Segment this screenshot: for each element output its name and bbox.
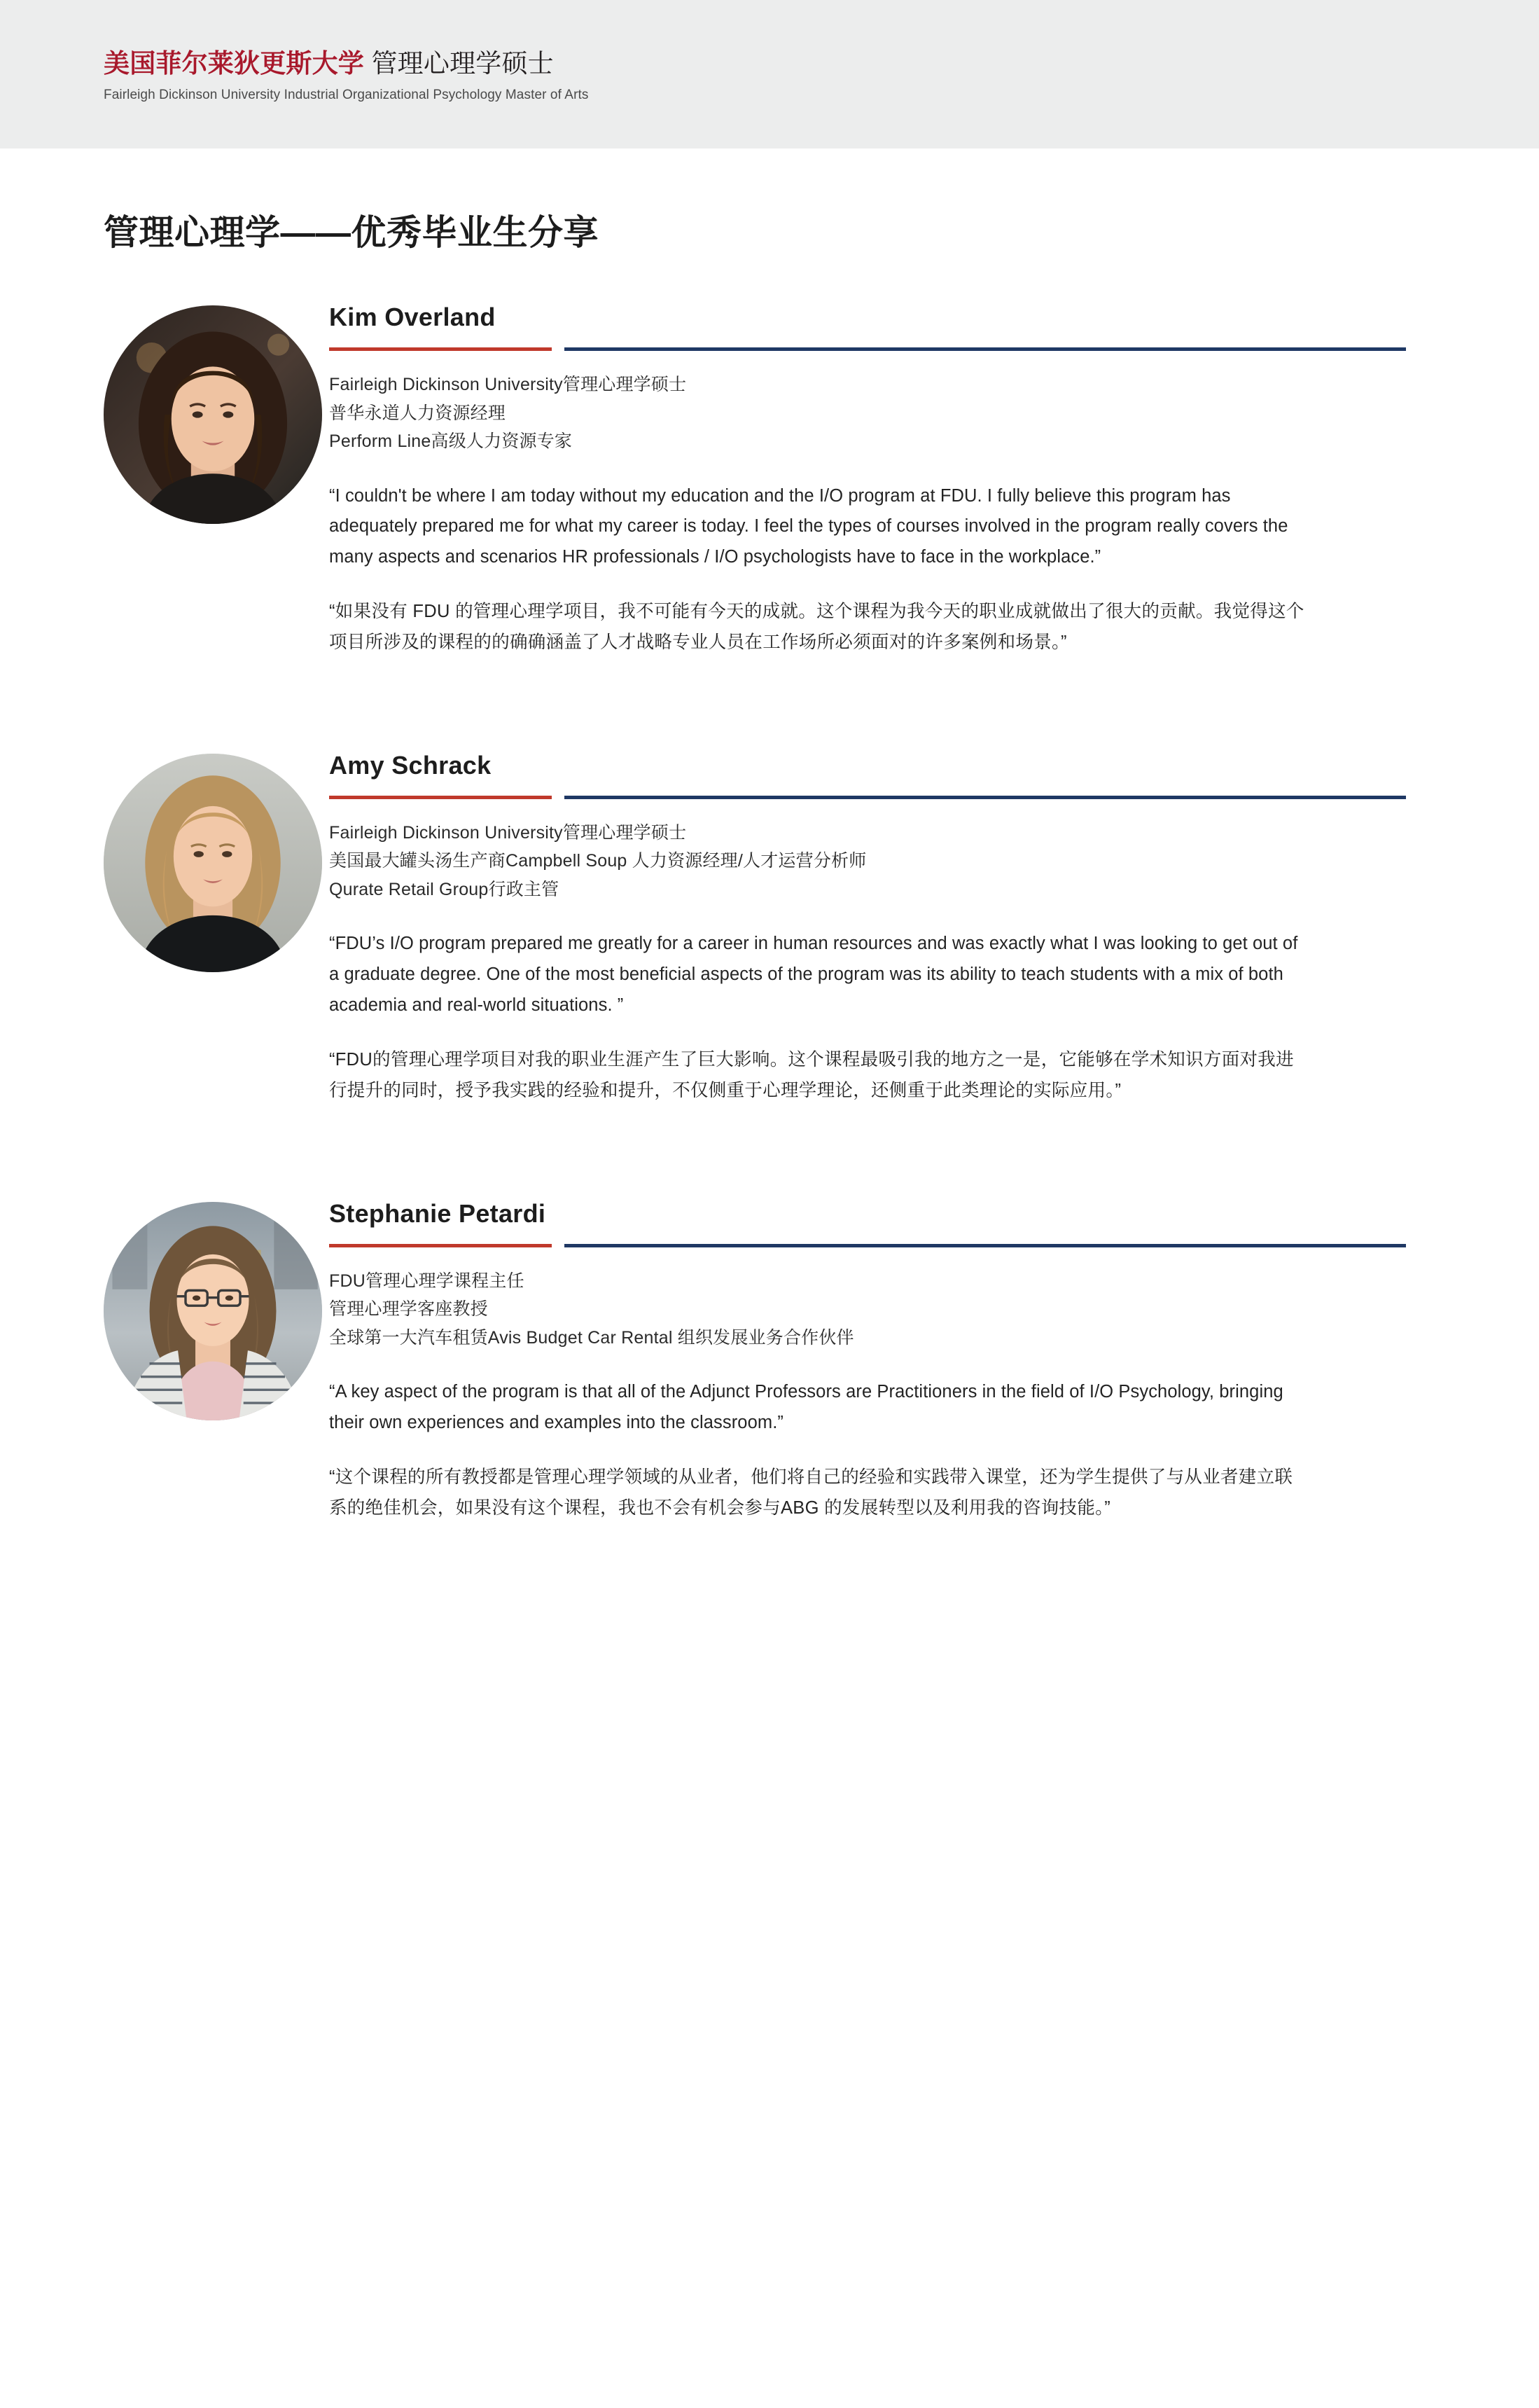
divider-red-segment (329, 796, 552, 799)
brand-title-program: 管理心理学硕士 (371, 49, 554, 78)
credential-item: 全球第一大汽车租赁Avis Budget Car Rental 组织发展业务合作伙伴 (329, 1327, 854, 1348)
credential-item: FDU管理心理学课程主任 (329, 1271, 524, 1291)
quote-chinese: “FDU的管理心理学项目对我的职业生涯产生了巨大影响。这个课程最吸引我的地方之一是，它能够在学术知识方面对我进行提升的同时，授予我实践的经验和提升，不仅侧重于心理学理论，还侧重于此类理论的实际应用。” (329, 1049, 1294, 1100)
quote-english: “FDU’s I/O program prepared me greatly for a career in human resources and was exactly what I was looking to get out of a graduate degree. One of the most beneficial aspects of the program was its ability to teach students with a mix of both academia and real-world situations. ” (329, 934, 1298, 1016)
avatar-column (104, 747, 329, 972)
person-name: Stephanie Petardi (329, 1198, 546, 1228)
divider-gap (552, 347, 564, 351)
quote-chinese: “这个课程的所有教授都是管理心理学领域的从业者，他们将自己的经验和实践带入课堂，还为学生提供了与从业者建立联系的绝佳机会，如果没有这个课程，我也不会有机会参与ABG 的发展转型以及利用我的咨询技能。” (329, 1467, 1293, 1518)
profiles-list (0, 298, 1539, 1548)
quote-english: “I couldn't be where I am today without my education and the I/O program at FDU. I fully believe this program has adequately prepared me for what my career is today. I feel the types of courses involved in the program really covers the many aspects and scenarios HR professionals / I/O psychologists have to face in the workplace.” (329, 485, 1288, 567)
profile-card (0, 747, 1539, 1130)
quote-chinese: “如果没有 FDU 的管理心理学项目，我不可能有今天的成就。这个课程为我今天的职业成就做出了很大的贡献。我觉得这个项目所涉及的课程的的确确涵盖了人才战略专业人员在工作场所必须面对的许多案例和场景。” (329, 602, 1304, 652)
divider-navy-segment (564, 347, 1406, 351)
divider-rule (329, 796, 1406, 799)
brand-title-university: 美国菲尔莱狄更斯大学 (104, 49, 364, 78)
person-name: Amy Schrack (329, 750, 492, 780)
divider-red-segment (329, 1244, 552, 1247)
divider-gap (552, 1244, 564, 1247)
avatar-column (104, 1195, 329, 1420)
profile-body (329, 747, 1406, 1130)
credential-item: Qurate Retail Group行政主管 (329, 879, 559, 899)
divider-navy-segment (564, 1244, 1406, 1247)
credential-item: 美国最大罐头汤生产商Campbell Soup 人力资源经理/人才运营分析师 (329, 851, 867, 871)
avatar-column (104, 298, 329, 524)
credentials-list (329, 371, 1406, 456)
profile-body (329, 1195, 1406, 1548)
credential-item: 普华永道人力资源经理 (329, 403, 506, 423)
credentials-list (329, 819, 1406, 904)
divider-gap (552, 796, 564, 799)
credential-item: Fairleigh Dickinson University管理心理学硕士 (329, 375, 687, 394)
profile-card (0, 298, 1539, 682)
credential-item: Perform Line高级人力资源专家 (329, 431, 573, 451)
page-bottom-whitespace (0, 1612, 1539, 1878)
divider-red-segment (329, 347, 552, 351)
credential-item: 管理心理学客座教授 (329, 1299, 488, 1320)
credential-item: Fairleigh Dickinson University管理心理学硕士 (329, 822, 687, 843)
divider-rule (329, 347, 1406, 351)
quote-english: “A key aspect of the program is that all of the Adjunct Professors are Practitioners in the field of I/O Psychology, bringing their own experiences and examples into the classroom.” (329, 1382, 1283, 1432)
avatar-kim-overland (104, 305, 322, 524)
brand-title (104, 49, 1539, 79)
credentials-list (329, 1267, 1406, 1352)
person-name: Kim Overland (329, 303, 496, 331)
avatar-stephanie-petardi (104, 1202, 322, 1420)
brand-subtitle-english: Fairleigh Dickinson University Industrial Organizational Psychology Master of Arts (104, 87, 589, 102)
header-band (0, 0, 1539, 148)
divider-navy-segment (564, 796, 1406, 799)
avatar-amy-schrack (104, 754, 322, 972)
profile-body (329, 298, 1406, 682)
divider-rule (329, 1244, 1406, 1247)
page-title: 管理心理学——优秀毕业生分享 (104, 213, 599, 252)
profile-card (0, 1195, 1539, 1548)
